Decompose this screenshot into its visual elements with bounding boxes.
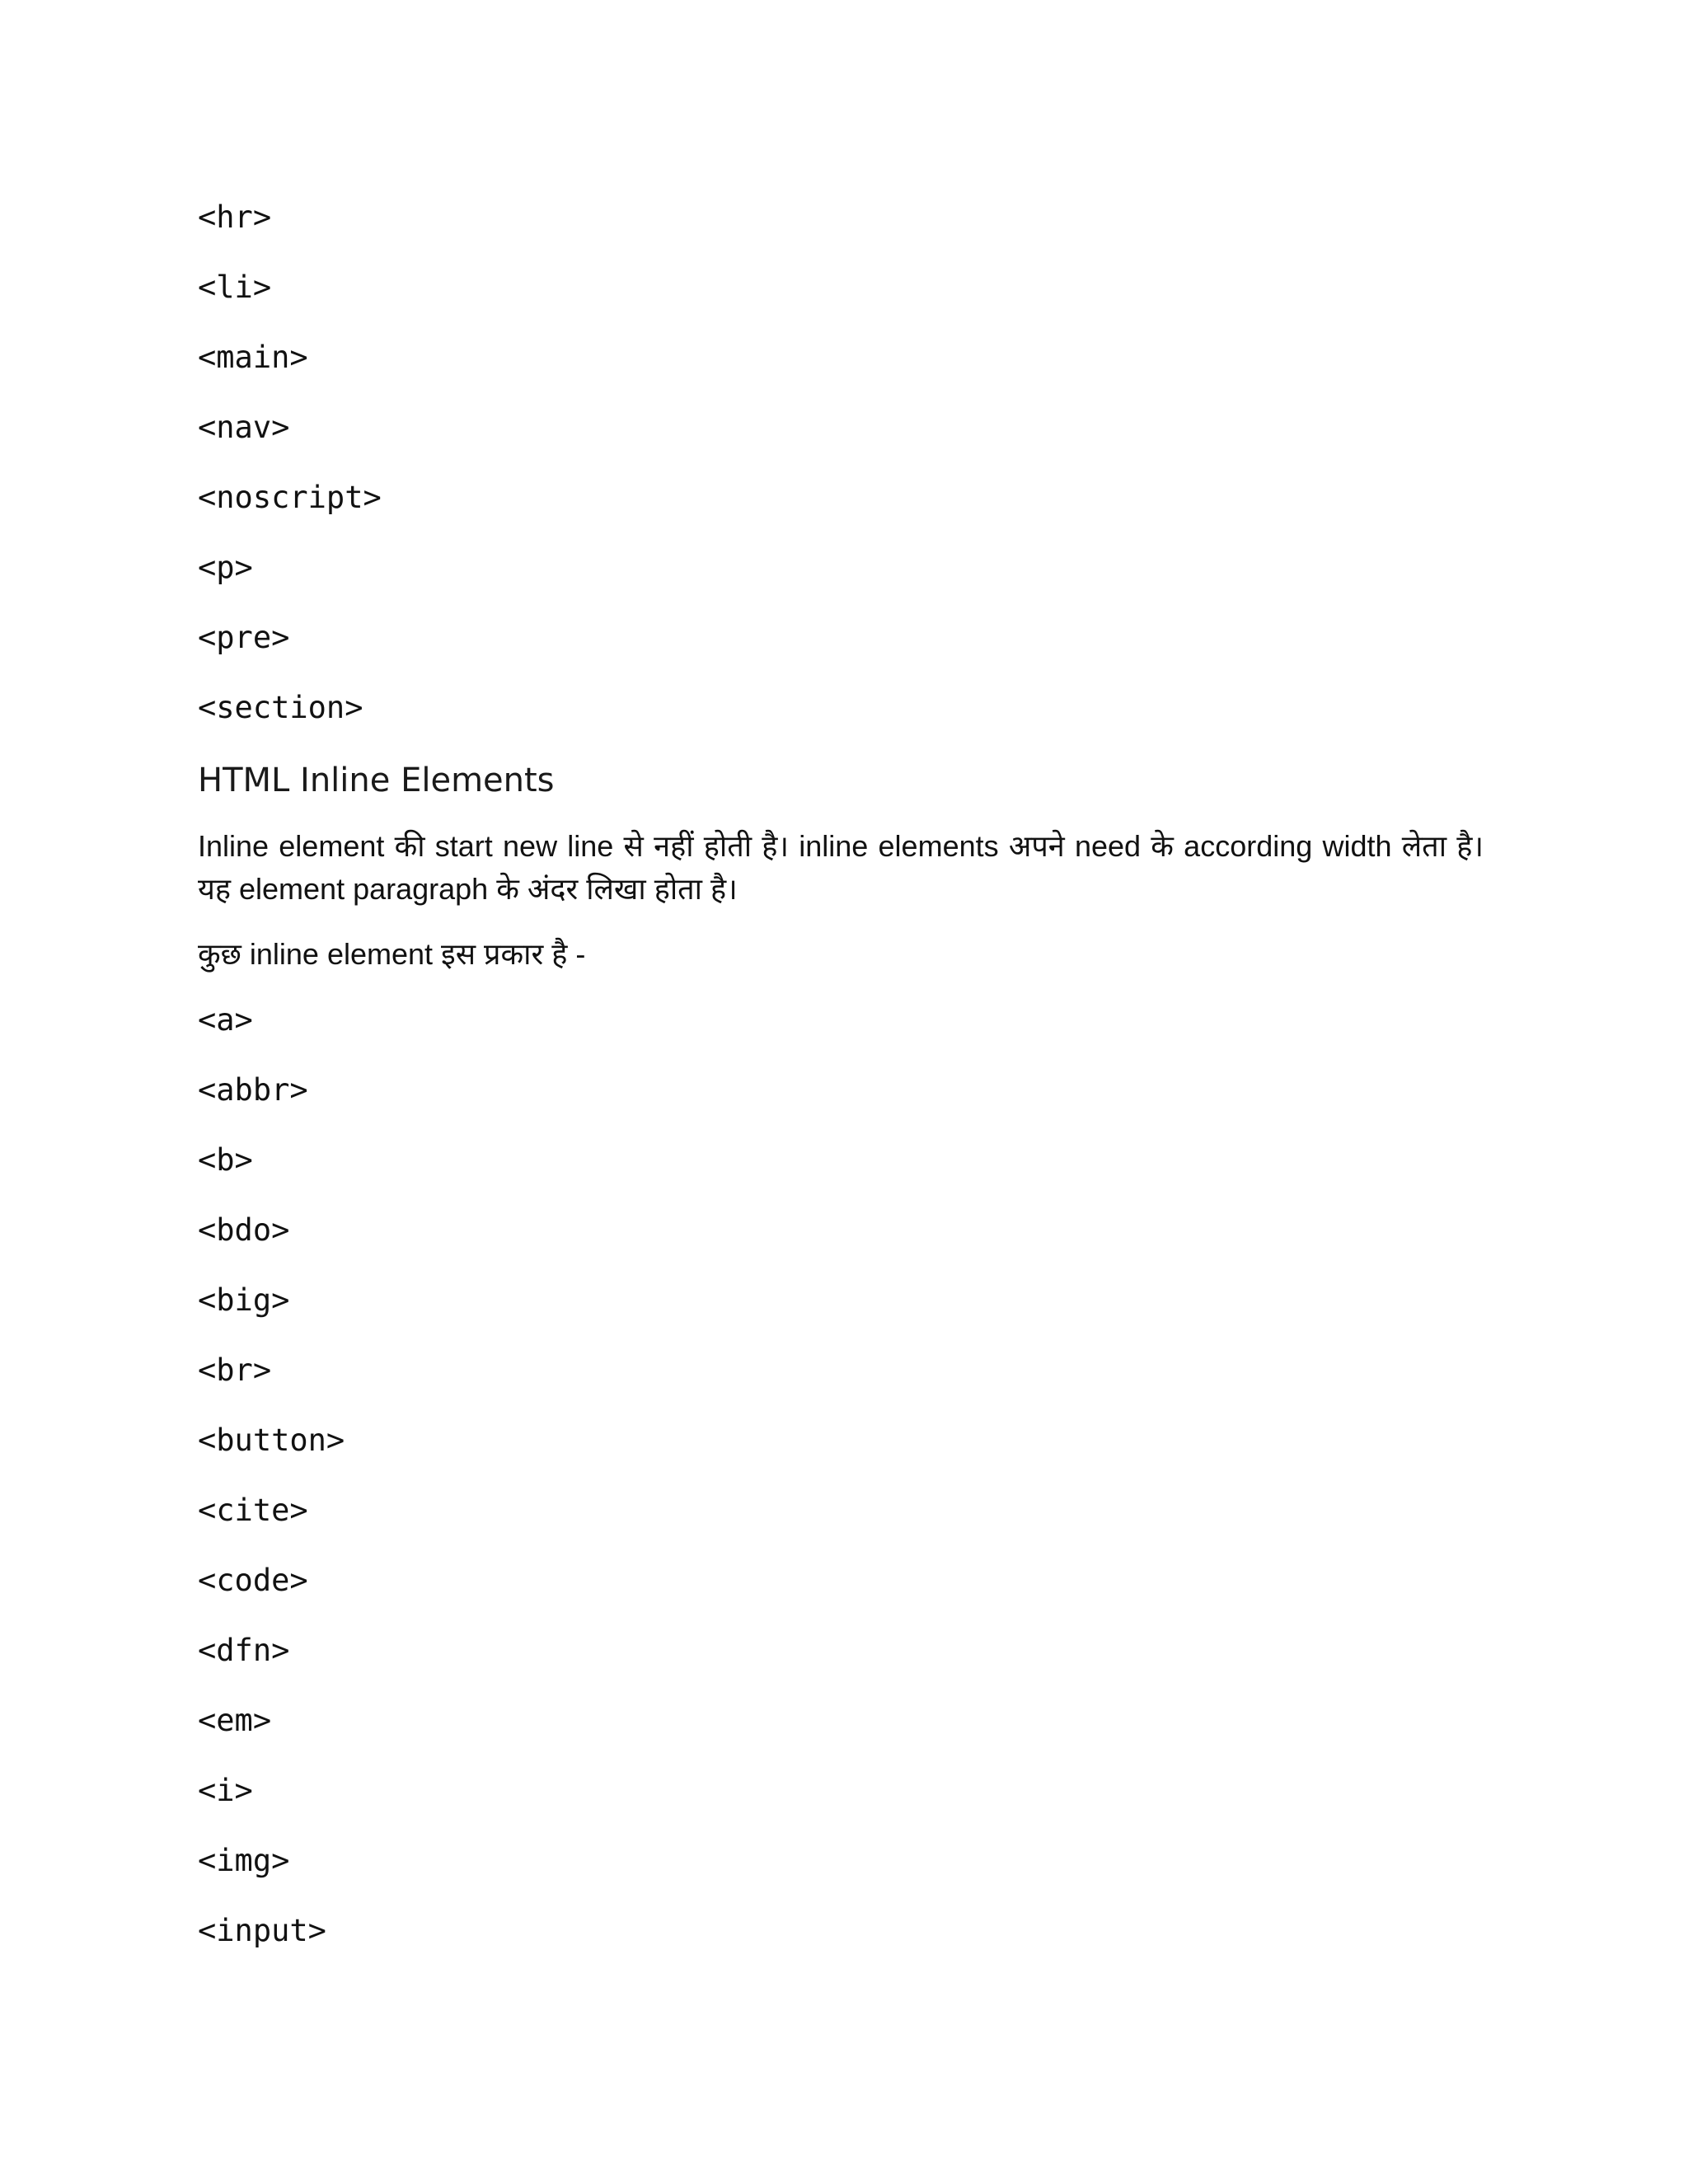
tag-img: <img> — [198, 1843, 290, 1878]
tag-noscript: <noscript> — [198, 480, 382, 515]
tag-nav: <nav> — [198, 410, 290, 445]
tag-b: <b> — [198, 1142, 253, 1178]
tag-hr: <hr> — [198, 199, 272, 235]
tag-dfn: <dfn> — [198, 1633, 290, 1668]
section-heading: HTML Inline Elements — [198, 762, 555, 799]
tag-section: <section> — [198, 690, 363, 725]
tag-code: <code> — [198, 1563, 308, 1598]
tag-p: <p> — [198, 550, 253, 585]
tag-abbr: <abbr> — [198, 1072, 308, 1108]
tag-big: <big> — [198, 1282, 290, 1318]
tag-a: <a> — [198, 1002, 253, 1038]
tag-br: <br> — [198, 1352, 272, 1388]
tag-main: <main> — [198, 340, 308, 375]
tag-input: <input> — [198, 1913, 326, 1948]
tag-bdo: <bdo> — [198, 1212, 290, 1248]
tag-i: <i> — [198, 1773, 253, 1808]
tag-li: <li> — [198, 269, 272, 305]
tag-em: <em> — [198, 1703, 272, 1738]
tag-pre: <pre> — [198, 620, 290, 655]
inline-description-paragraph: Inline element की start new line से नहीं होती है। inline elements अपने need के according width लेता है। यह element paragraph के अंदर लिखा होता है। — [198, 829, 1484, 906]
tag-button: <button> — [198, 1422, 345, 1458]
inline-intro-text: कुछ inline element इस प्रकार है - — [198, 937, 586, 971]
tag-cite: <cite> — [198, 1493, 308, 1528]
